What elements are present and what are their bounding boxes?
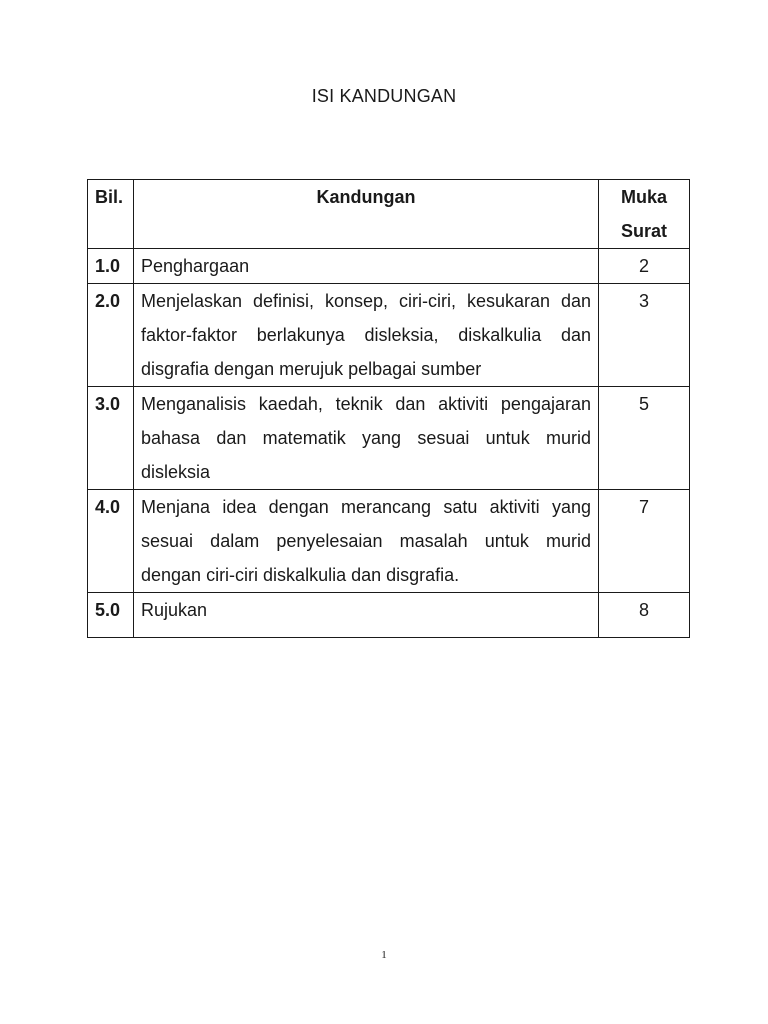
table-row [88, 249, 690, 284]
header-bil: Bil. [88, 180, 134, 249]
row-bil: 1.0 [88, 249, 134, 284]
row-kandungan: Menjelaskan definisi, konsep, ciri-ciri, kesukaran dan faktor-faktor berlakunya disleksia, diskalkulia dan disgrafia dengan merujuk pelbagai sumber [134, 284, 599, 387]
table-row [88, 490, 690, 593]
table-row [88, 387, 690, 490]
header-kandungan: Kandungan [134, 180, 599, 249]
page-title: ISI KANDUNGAN [311, 86, 457, 106]
row-bil: 4.0 [88, 490, 134, 593]
row-kandungan: Rujukan [134, 593, 599, 638]
row-bil: 2.0 [88, 284, 134, 387]
row-muka-surat: 5 [599, 387, 690, 490]
toc-header-row [88, 180, 690, 249]
table-of-contents [87, 179, 690, 638]
page-number: 1 [381, 949, 387, 961]
table-row [88, 593, 690, 638]
header-muka-surat: Muka Surat [599, 180, 690, 249]
row-bil: 3.0 [88, 387, 134, 490]
row-muka-surat: 2 [599, 249, 690, 284]
row-kandungan: Menganalisis kaedah, teknik dan aktiviti pengajaran bahasa dan matematik yang sesuai untuk murid disleksia [134, 387, 599, 490]
row-kandungan: Penghargaan [134, 249, 599, 284]
row-muka-surat: 8 [599, 593, 690, 638]
table-row [88, 284, 690, 387]
row-muka-surat: 3 [599, 284, 690, 387]
row-muka-surat: 7 [599, 490, 690, 593]
row-kandungan: Menjana idea dengan merancang satu aktiviti yang sesuai dalam penyelesaian masalah untuk murid dengan ciri-ciri diskalkulia dan disgrafia. [134, 490, 599, 593]
row-bil: 5.0 [88, 593, 134, 638]
